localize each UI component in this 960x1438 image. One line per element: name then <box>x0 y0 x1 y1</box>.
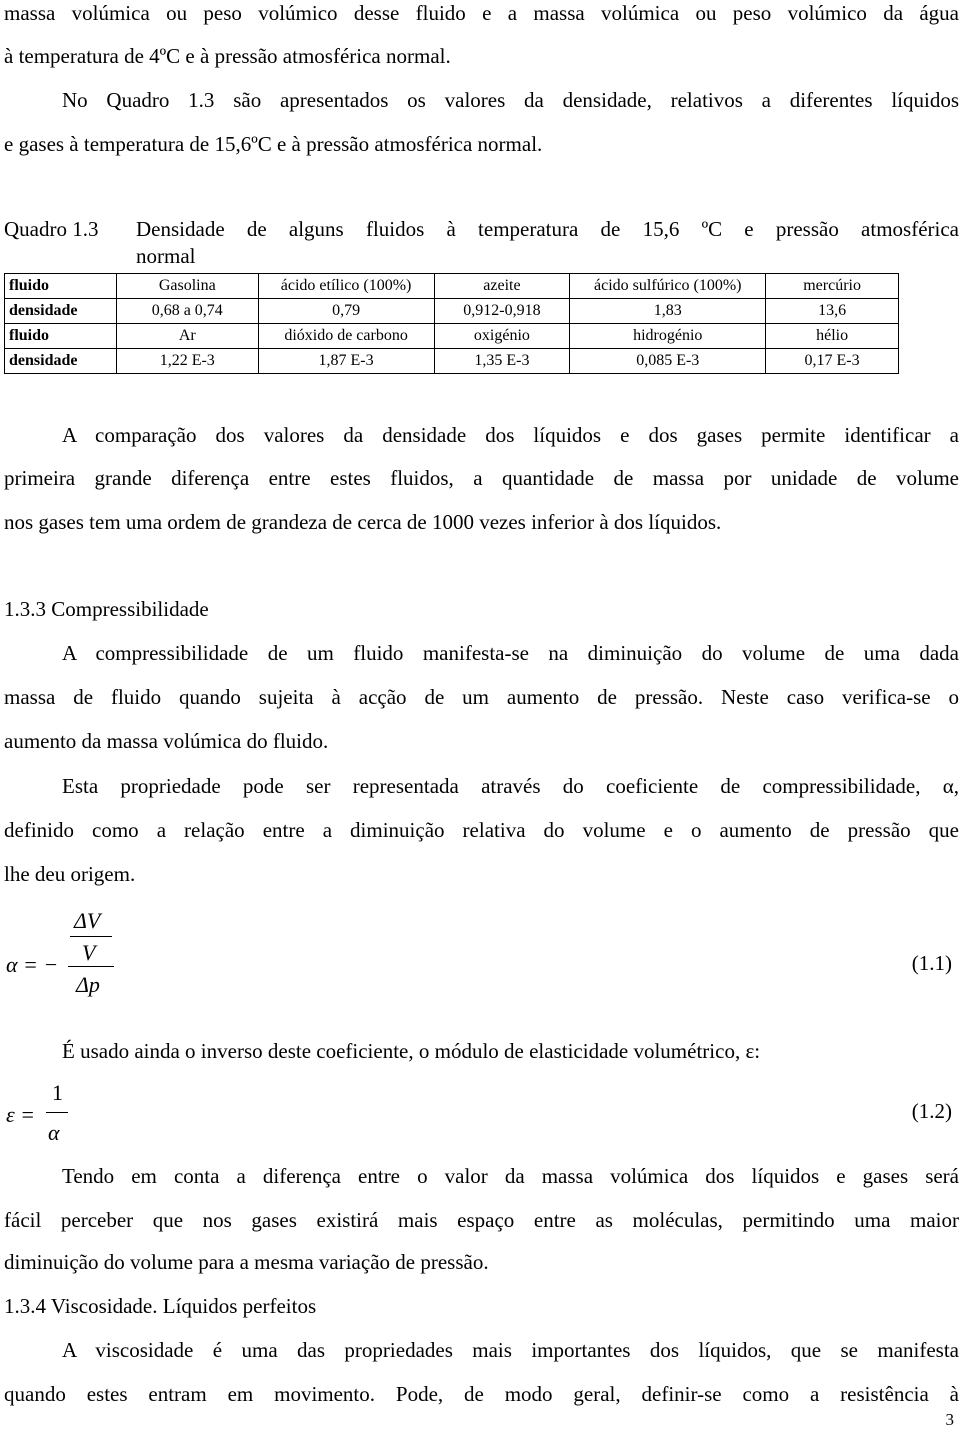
row-header-cell: fluido <box>5 274 117 299</box>
equation-numerator: ΔV <box>74 908 101 933</box>
row-header-cell: fluido <box>5 324 117 349</box>
table-cell: Ar <box>116 324 258 349</box>
table-cell: 1,83 <box>570 299 766 324</box>
row-header-cell: densidade <box>5 349 117 374</box>
paragraph-line: à temperatura de 4ºC e à pressão atmosférica normal. <box>4 44 451 68</box>
section-heading: 1.3.3 Compressibilidade <box>4 597 209 621</box>
table-cell: 13,6 <box>766 299 899 324</box>
equation-denominator: Δp <box>76 972 100 997</box>
table-caption-label: Quadro 1.3 <box>4 217 99 241</box>
table-cell: 0,79 <box>258 299 434 324</box>
page-number: 3 <box>945 1410 954 1429</box>
equation-lhs: α = − <box>6 952 59 977</box>
equation-numerator: 1 <box>52 1080 63 1105</box>
table-cell: dióxido de carbono <box>258 324 434 349</box>
table-cell: hidrogénio <box>570 324 766 349</box>
paragraph-line: nos gases tem uma ordem de grandeza de cerca de 1000 vezes inferior à dos líquidos. <box>4 510 722 534</box>
table-cell: mercúrio <box>766 274 899 299</box>
table-caption-text: Densidade de alguns fluidos à temperatura de 15,6 ºC e pressão atmosférica <box>136 217 959 241</box>
table-cell: 0,17 E-3 <box>766 349 899 374</box>
paragraph-line: primeira grande diferença entre estes fluidos, a quantidade de massa por unidade de volume <box>4 466 959 490</box>
paragraph-line: massa volúmica ou peso volúmico desse fluido e a massa volúmica ou peso volúmico da água <box>4 1 959 25</box>
paragraph-line: lhe deu origem. <box>4 862 136 886</box>
table-cell: oxigénio <box>434 324 570 349</box>
table-cell: 0,68 a 0,74 <box>116 299 258 324</box>
table-cell: 0,085 E-3 <box>570 349 766 374</box>
table-cell: 1,35 E-3 <box>434 349 570 374</box>
table-cell: ácido etílico (100%) <box>258 274 434 299</box>
table-cell: 1,22 E-3 <box>116 349 258 374</box>
paragraph-line: É usado ainda o inverso deste coeficiente, o módulo de elasticidade volumétrico, ε: <box>62 1039 761 1063</box>
table-cell: 1,87 E-3 <box>258 349 434 374</box>
paragraph-line: fácil perceber que nos gases existirá mais espaço entre as moléculas, permitindo uma maior <box>4 1208 959 1232</box>
density-table <box>4 273 899 374</box>
paragraph-line: A compressibilidade de um fluido manifesta-se na diminuição do volume de uma dada <box>62 641 959 665</box>
equation-number: (1.2) <box>911 1099 952 1123</box>
paragraph-line: Tendo em conta a diferença entre o valor da massa volúmica dos líquidos e gases será <box>62 1164 959 1188</box>
equation-inner-denominator: V <box>82 940 96 965</box>
paragraph-line: massa de fluido quando sujeita à acção de um aumento de pressão. Neste caso verifica-se o <box>4 685 959 709</box>
paragraph-line: No Quadro 1.3 são apresentados os valores da densidade, relativos a diferentes líquidos <box>62 88 959 112</box>
table-cell: Gasolina <box>116 274 258 299</box>
table-cell: azeite <box>434 274 570 299</box>
equation-denominator: α <box>48 1120 60 1145</box>
table-cell: hélio <box>766 324 899 349</box>
fraction-line <box>70 936 112 937</box>
fraction-line <box>68 966 114 967</box>
table-row <box>5 299 899 324</box>
table-caption-text: normal <box>136 244 196 268</box>
equation-number: (1.1) <box>911 951 952 975</box>
paragraph-line: quando estes entram em movimento. Pode, de modo geral, definir-se como a resistência à <box>4 1382 959 1406</box>
paragraph-line: diminuição do volume para a mesma variação de pressão. <box>4 1250 489 1274</box>
paragraph-line: A viscosidade é uma das propriedades mais importantes dos líquidos, que se manifesta <box>62 1338 959 1362</box>
fraction-line <box>46 1112 68 1113</box>
paragraph-line: A comparação dos valores da densidade dos líquidos e dos gases permite identificar a <box>62 423 959 447</box>
row-header-cell: densidade <box>5 299 117 324</box>
table-cell: ácido sulfúrico (100%) <box>570 274 766 299</box>
paragraph-line: aumento da massa volúmica do fluido. <box>4 729 329 753</box>
paragraph-line: Esta propriedade pode ser representada através do coeficiente de compressibilidade, α, <box>62 774 959 798</box>
table-row <box>5 324 899 349</box>
paragraph-line: definido como a relação entre a diminuição relativa do volume e o aumento de pressão que <box>4 818 959 842</box>
section-heading: 1.3.4 Viscosidade. Líquidos perfeitos <box>4 1294 317 1318</box>
equation-lhs: ε = <box>6 1102 36 1127</box>
table-row <box>5 274 899 299</box>
paragraph-line: e gases à temperatura de 15,6ºC e à pressão atmosférica normal. <box>4 132 543 156</box>
table-row <box>5 349 899 374</box>
table-cell: 0,912-0,918 <box>434 299 570 324</box>
